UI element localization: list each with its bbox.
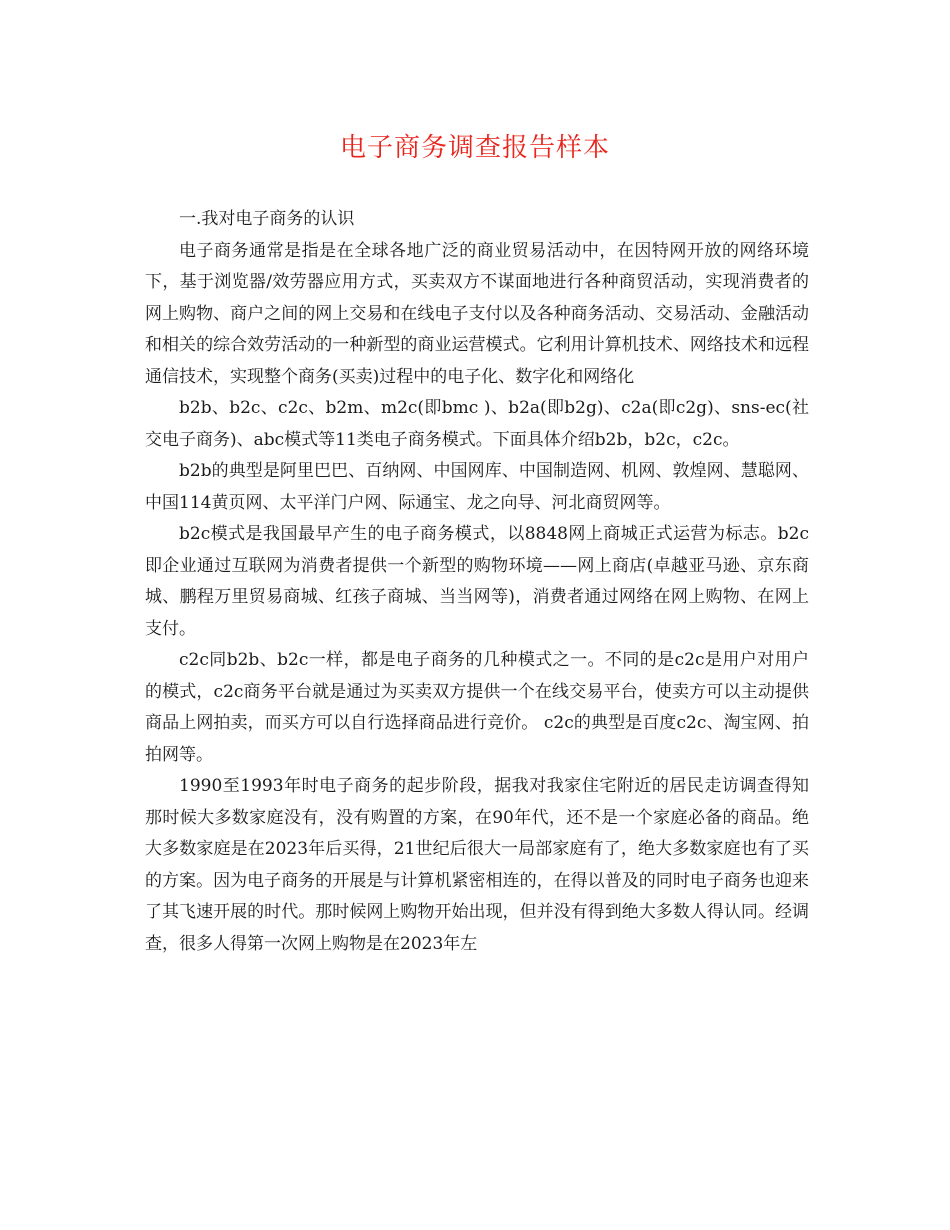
section-heading: 一.我对电子商务的认识 [179,209,355,229]
paragraph-history: 1990至1993年时电子商务的起步阶段，据我对我家住宅附近的居民走访调查得知那时候大多数家庭没有，没有购置的方案，在90年代，还不是一个家庭必备的商品。绝大多数家庭是在2023年后买得，21世纪后很大一局部家庭有了，绝大多数家庭也有了买的方案。因为电子商务的开展是与计算机紧密相连的，在得以普及的同时电子商务也迎来了其飞速开展的时代。那时候网上购物开始出现，但并没有得到绝大多数人得认同。经调查，很多人得第一次网上购物是在2023年左 [145,776,809,954]
paragraph-b2b: b2b的典型是阿里巴巴、百纳网、中国网库、中国制造网、机网、敦煌网、慧聪网、中国114黄页网、太平洋门户网、际通宝、龙之向导、河北商贸网等。 [145,461,809,513]
paragraph-models: b2b、b2c、c2c、b2m、m2c(即bmc )、b2a(即b2g)、c2a(即c2g)、sns-ec(社交电子商务)、abc模式等11类电子商务模式。下面具体介绍b2b，b2c，c2c。 [145,398,809,450]
document-body [145,204,809,960]
paragraph-definition: 电子商务通常是指是在全球各地广泛的商业贸易活动中，在因特网开放的网络环境下，基于浏览器/效劳器应用方式，买卖双方不谋面地进行各种商贸活动，实现消费者的网上购物、商户之间的网上交易和在线电子支付以及各种商务活动、交易活动、金融活动和相关的综合效劳活动的一种新型的商业运营模式。它利用计算机技术、网络技术和远程通信技术，实现整个商务(买卖)过程中的电子化、数字化和网络化 [145,240,809,387]
paragraph-b2c: b2c模式是我国最早产生的电子商务模式，以8848网上商城正式运营为标志。b2c即企业通过互联网为消费者提供一个新型的购物环境——网上商店(卓越亚马逊、京东商城、鹏程万里贸易商城、红孩子商城、当当网等)，消费者通过网络在网上购物、在网上支付。 [145,524,809,639]
paragraph-c2c: c2c同b2b、b2c一样，都是电子商务的几种模式之一。不同的是c2c是用户对用户的模式，c2c商务平台就是通过为买卖双方提供一个在线交易平台，使卖方可以主动提供商品上网拍卖，而买方可以自行选择商品进行竞价。 c2c的典型是百度c2c、淘宝网、拍拍网等。 [145,650,809,765]
document-title: 电子商务调查报告样本 [339,133,610,163]
